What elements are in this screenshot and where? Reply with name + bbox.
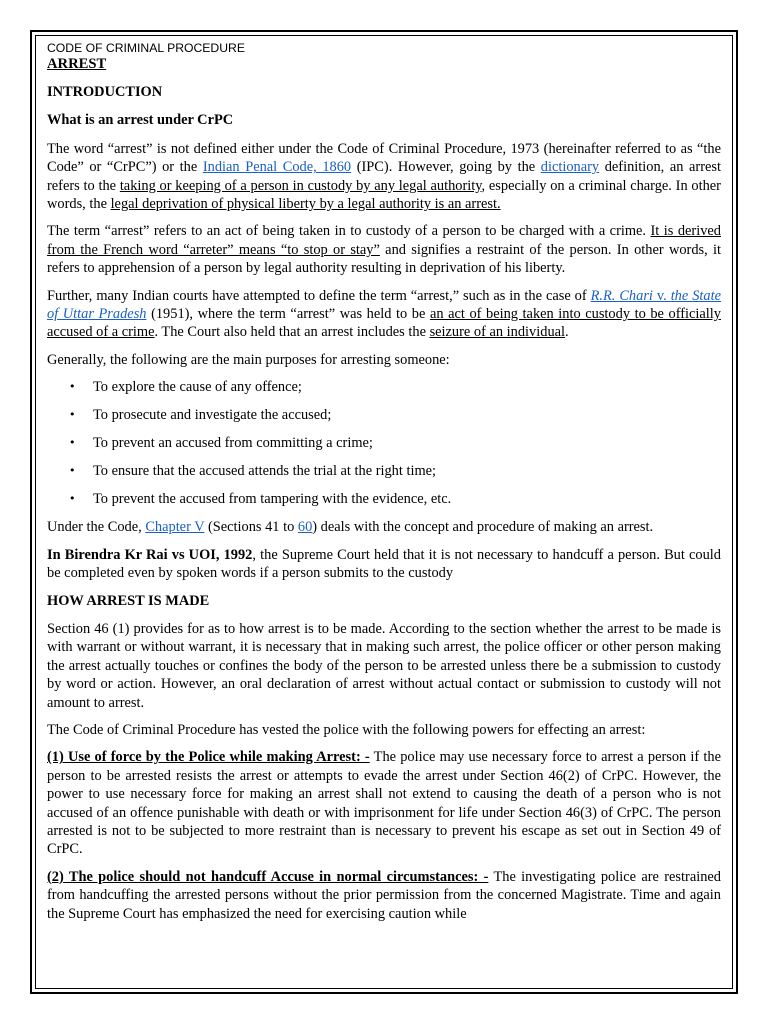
- introduction-heading: INTRODUCTION: [47, 84, 163, 100]
- text: The investigating police are restrained from handcuffing the arrested persons without the prior permission from the concerned Magistrate. Time and again the Supreme Court has emphasized the need for exercising caution while: [47, 868, 721, 922]
- paragraph-definition: [47, 140, 721, 214]
- paragraph-use-of-force: [47, 748, 721, 858]
- text: and signifies a restraint of the person. In other words, it refers to apprehension of a person by legal authority resulting in deprivation of his liberty.: [47, 241, 721, 277]
- ipc-link[interactable]: Indian Penal Code, 1860: [202, 159, 352, 176]
- paragraph-birendra-case: [47, 546, 721, 583]
- document-body: [47, 41, 721, 932]
- paragraph-term-arrest: [47, 222, 721, 277]
- underlined-text: seizure of an individual: [429, 324, 566, 341]
- paragraph-section-46: Section 46 (1) provides for as to how arrest is to be made. According to the section whether the arrest to be made is with warrant or without warrant, it is necessary that in making such arrest, the police officer or other person making the arrest actually touches or confines the body of the person to be arrested unless there be a submission to custody by word or action. However, an oral declaration of arrest without actual contact or submission to custody will not amount to arrest.: [47, 620, 721, 711]
- what-is-arrest-heading: What is an arrest under CrPC: [47, 112, 234, 129]
- bold-heading: (2) The police should not handcuff Accuse in normal circumstances: -: [47, 868, 489, 885]
- arrest-heading: ARREST: [47, 56, 107, 72]
- bold-heading: (1) Use of force by the Police while making Arrest: -: [47, 749, 370, 766]
- case-link-rr-chari[interactable]: R.R. Chari: [590, 287, 653, 304]
- list-item: • To prevent an accused from committing a crime;: [93, 434, 721, 452]
- section-60-link[interactable]: 60: [297, 519, 313, 536]
- underlined-text: legal deprivation of physical liberty by a legal authority is an arrest.: [110, 196, 501, 213]
- text: .: [565, 324, 569, 341]
- underlined-text: It is derived from the French word “arreter” means “to stop or stay”: [47, 223, 721, 258]
- underlined-text: an act of being taken into custody to be officially accused of a crime: [47, 306, 721, 341]
- list-item: • To prosecute and investigate the accused;: [93, 406, 721, 424]
- list-item: • To explore the cause of any offence;: [93, 378, 721, 396]
- how-arrest-heading: HOW ARREST IS MADE: [47, 592, 210, 609]
- list-item: • To prevent the accused from tampering with the evidence, etc.: [93, 490, 721, 508]
- text: ) deals with the concept and procedure of making an arrest.: [312, 519, 654, 536]
- dictionary-link[interactable]: dictionary: [540, 159, 600, 176]
- text: definition, an arrest refers to the: [47, 159, 721, 194]
- text: The term “arrest” refers to an act of being taken in to custody of a person to be charged with a crime.: [47, 223, 651, 240]
- case-link-v[interactable]: v.: [652, 287, 671, 304]
- list-item: • To ensure that the accused attends the trial at the right time;: [93, 462, 721, 480]
- paragraph-chapter-v: [47, 518, 721, 536]
- text: . The Court also held that an arrest includes the: [154, 324, 430, 341]
- document-title: CODE OF CRIMINAL PROCEDURE: [47, 41, 245, 55]
- paragraph-courts-definition: [47, 287, 721, 342]
- case-link-state-up[interactable]: the State of Uttar Pradesh: [47, 287, 721, 323]
- text: , the Supreme Court held that it is not necessary to handcuff a person. But could be completed even by spoken words if a person submits to the custody: [47, 546, 721, 582]
- paragraph-police-powers: The Code of Criminal Procedure has vested the police with the following powers for effecting an arrest:: [47, 721, 646, 738]
- paragraph-handcuff: [47, 868, 721, 923]
- text: Further, many Indian courts have attempted to define the term “arrest,” such as in the case of: [47, 287, 591, 304]
- chapter-v-link[interactable]: Chapter V: [145, 519, 205, 536]
- text: , especially on a criminal charge. In other words, the: [47, 177, 721, 213]
- underlined-text: taking or keeping of a person in custody by any legal authority: [119, 177, 482, 194]
- text: The police may use necessary force to arrest a person if the person to be arrested resists the arrest or attempts to evade the arrest under Section 46(2) of CrPC. However, the power to use necessary force for making an arrest shall not extend to causing the death of a person who is not accused of an offence punishable with death or with imprisonment for life under Section 46(3) of CrPC. The person arrested is not to be subjected to more restraint than is necessary to prevent his escape as set out in Section 49 of CrPC.: [47, 749, 721, 858]
- text: The word “arrest” is not defined either under the Code of Criminal Procedure, 1973 (hereinafter referred to as “the Code” or “CrPC”) or the: [47, 140, 721, 176]
- purposes-list: [47, 378, 721, 508]
- text: (1951), where the term “arrest” was held to be: [146, 306, 430, 323]
- case-name: In Birendra Kr Rai vs UOI, 1992: [47, 546, 253, 563]
- paragraph-purposes-intro: Generally, the following are the main purposes for arresting someone:: [47, 351, 450, 368]
- text: Under the Code,: [47, 519, 146, 536]
- text: (Sections 41 to: [204, 519, 298, 536]
- text: (IPC). However, going by the: [351, 159, 541, 176]
